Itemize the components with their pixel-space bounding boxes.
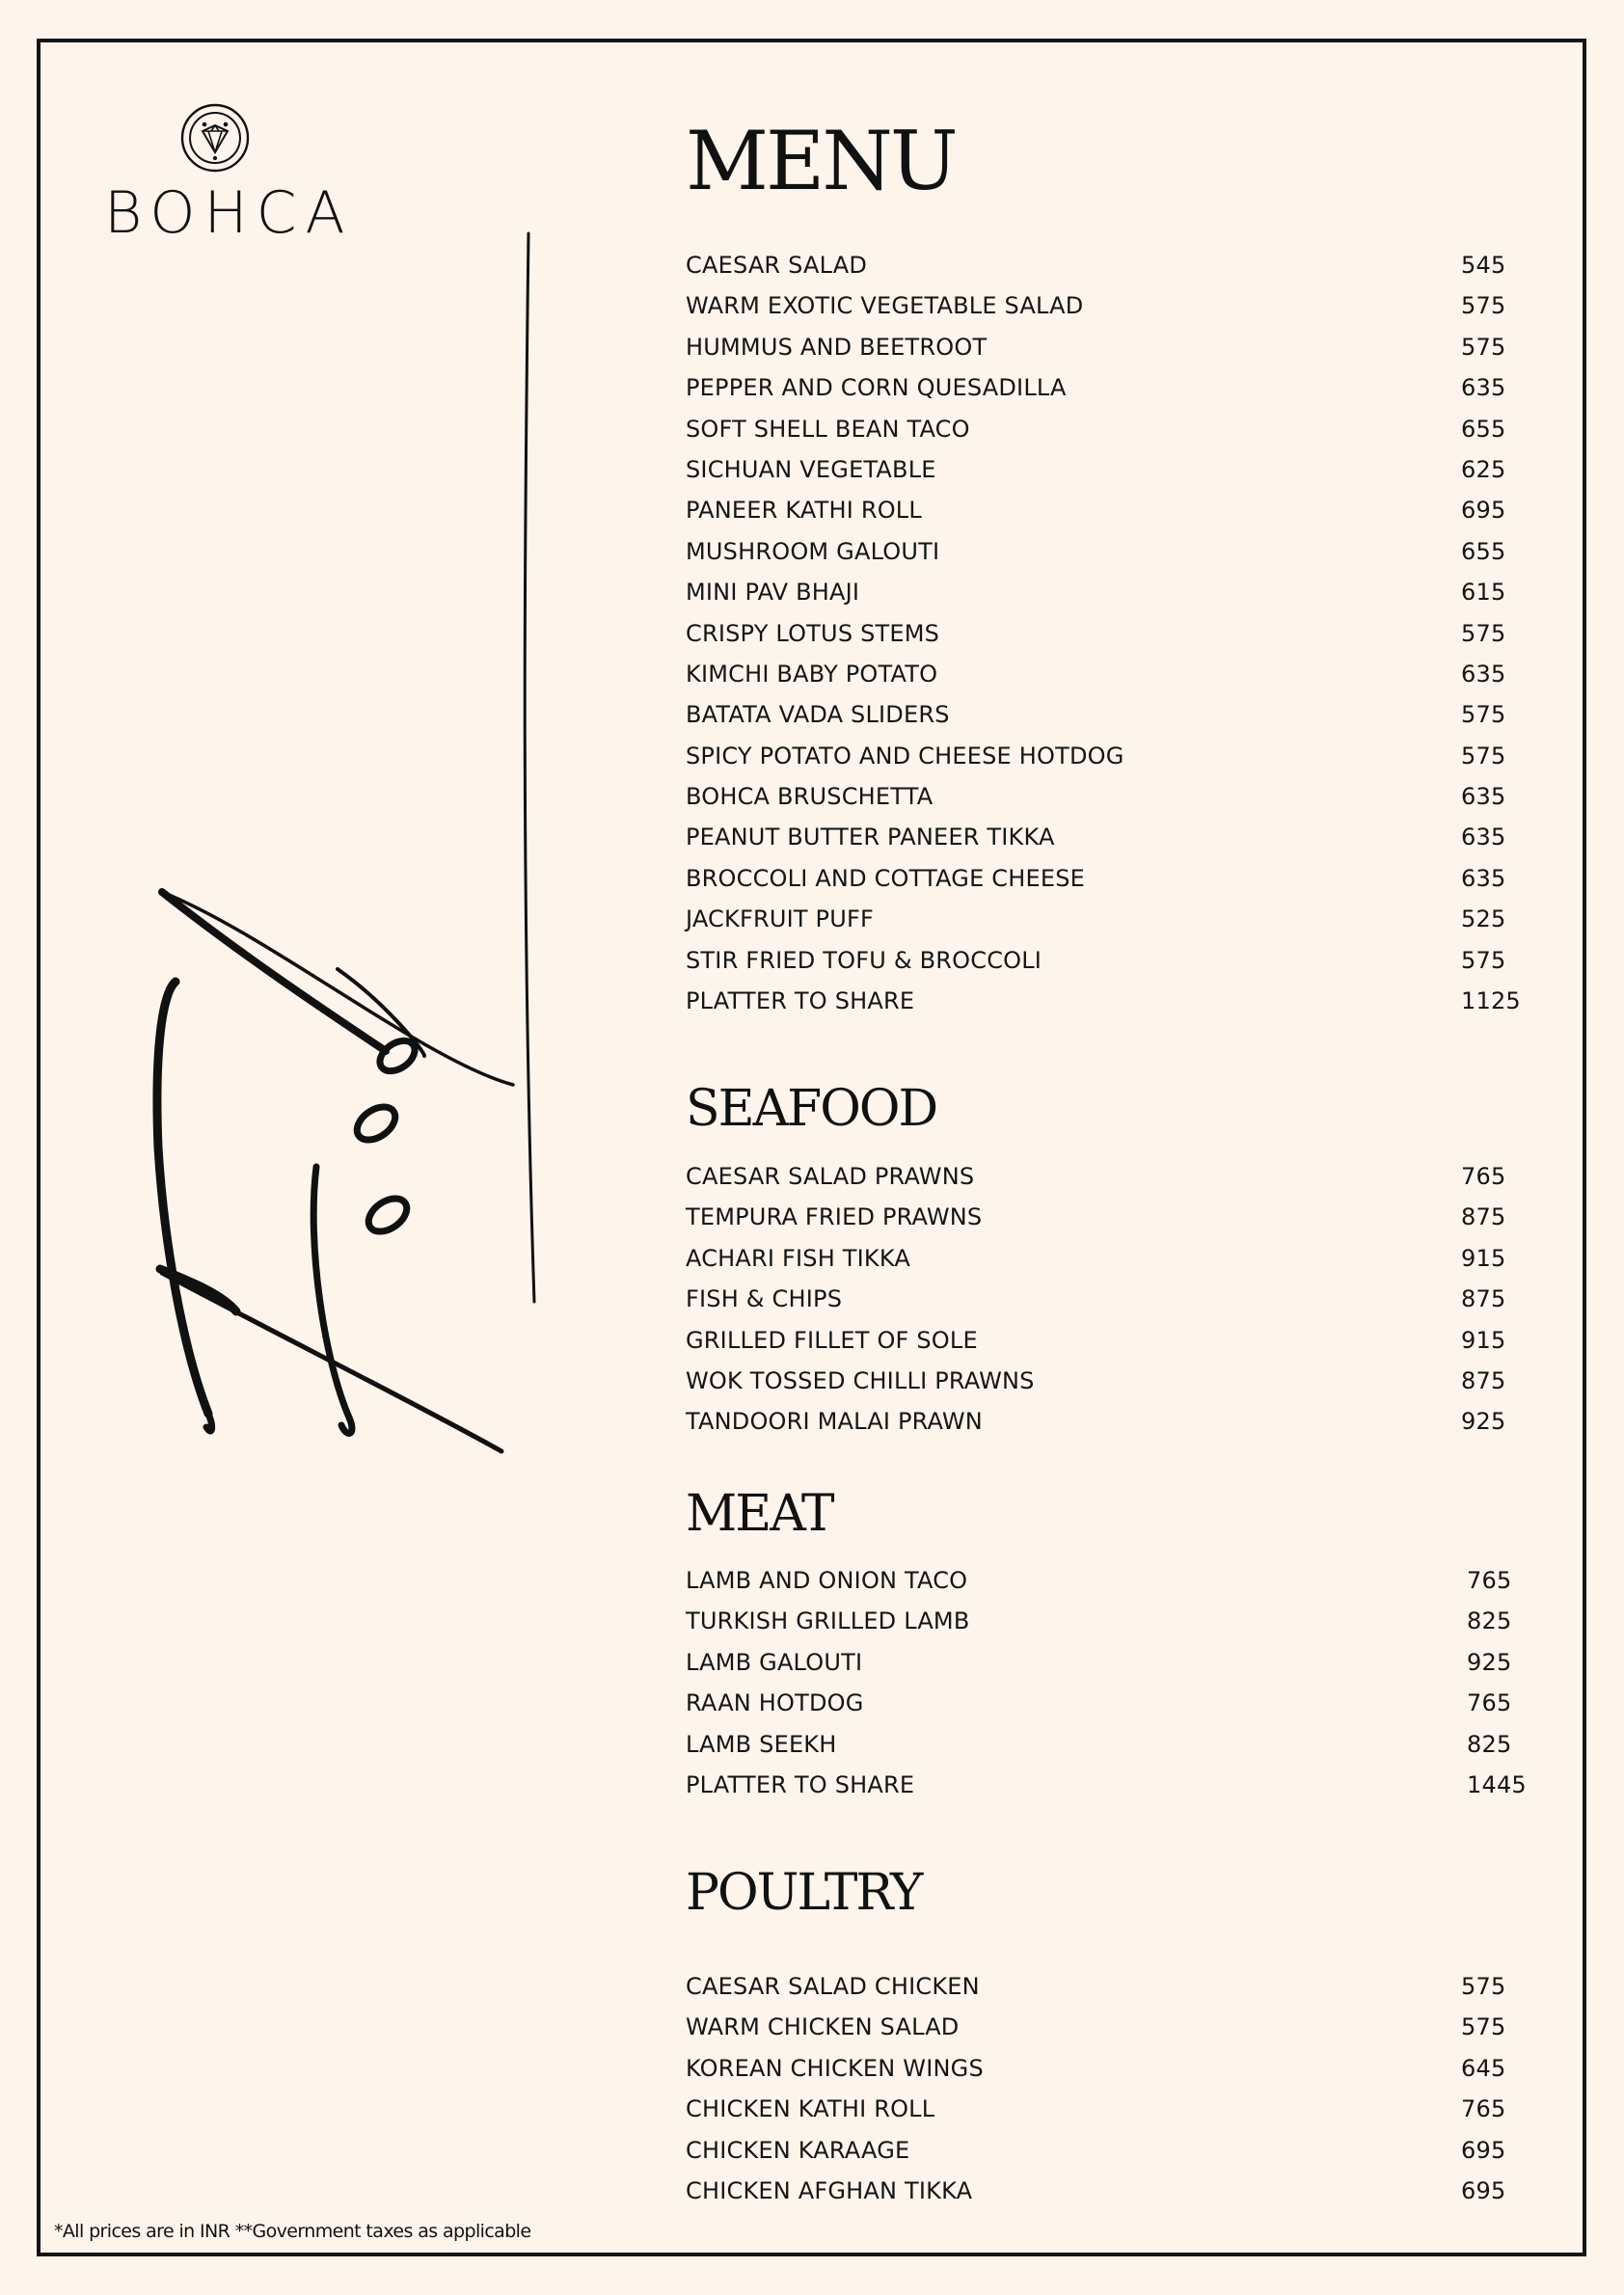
price-footnote: *All prices are in INR **Government taxes as applicable [54, 2221, 531, 2242]
main-menu-list [686, 252, 1521, 1028]
menu-item [686, 2095, 1515, 2136]
item-price: 695 [1461, 2176, 1506, 2204]
menu-item [686, 292, 1515, 333]
item-name: HUMMUS AND BEETROOT [686, 333, 988, 361]
seafood-list [686, 1163, 1515, 1449]
item-name: LAMB AND ONION TACO [686, 1567, 968, 1594]
item-price: 1125 [1461, 987, 1521, 1015]
menu-item [686, 579, 1515, 619]
item-name: ACHARI FISH TIKKA [686, 1244, 911, 1272]
item-name: PLATTER TO SHARE [686, 1770, 915, 1798]
item-name: GRILLED FILLET OF SOLE [686, 1326, 978, 1354]
menu-item [686, 1367, 1515, 1408]
item-name: SPICY POTATO AND CHEESE HOTDOG [686, 742, 1124, 770]
menu-item [686, 374, 1515, 415]
item-name: JACKFRUIT PUFF [686, 905, 875, 933]
item-price: 575 [1461, 2013, 1506, 2041]
menu-item [686, 497, 1515, 537]
menu-item [686, 416, 1515, 456]
item-name: TEMPURA FRIED PRAWNS [686, 1203, 983, 1231]
item-name: CHICKEN KARAAGE [686, 2136, 910, 2164]
item-name: WARM EXOTIC VEGETABLE SALAD [686, 292, 1084, 320]
menu-item [686, 1649, 1515, 1689]
menu-item [686, 1731, 1515, 1771]
item-price: 635 [1461, 824, 1506, 851]
item-price: 575 [1461, 292, 1506, 320]
item-name: KIMCHI BABY POTATO [686, 660, 938, 688]
menu-item [686, 1203, 1515, 1244]
item-price: 875 [1461, 1366, 1506, 1394]
menu-item [686, 701, 1515, 742]
item-price: 575 [1461, 619, 1506, 647]
item-name: MINI PAV BHAJI [686, 579, 860, 607]
item-price: 625 [1461, 455, 1506, 483]
menu-item [686, 1973, 1515, 2013]
poultry-title: POULTRY [686, 1864, 922, 1922]
item-price: 765 [1461, 1163, 1506, 1190]
menu-item [686, 2137, 1515, 2177]
menu-item [686, 905, 1515, 946]
item-name: FISH & CHIPS [686, 1285, 843, 1313]
bohca-emblem-icon [179, 102, 251, 174]
meat-title: MEAT [686, 1485, 833, 1543]
item-price: 575 [1461, 1973, 1506, 2000]
item-price: 825 [1467, 1607, 1512, 1635]
menu-item [686, 1770, 1527, 1812]
item-name: CHICKEN KATHI ROLL [686, 2095, 935, 2123]
item-price: 765 [1461, 2095, 1506, 2123]
item-price: 875 [1461, 1285, 1506, 1313]
item-price: 825 [1467, 1730, 1512, 1758]
item-price: 635 [1461, 864, 1506, 892]
menu-title: MENU [686, 114, 956, 208]
item-price: 925 [1461, 1408, 1506, 1436]
item-name: CRISPY LOTUS STEMS [686, 619, 940, 647]
item-price: 915 [1461, 1326, 1506, 1354]
item-name: SICHUAN VEGETABLE [686, 455, 936, 483]
item-name: SOFT SHELL BEAN TACO [686, 415, 970, 443]
item-name: BATATA VADA SLIDERS [686, 701, 950, 729]
item-price: 635 [1461, 783, 1506, 811]
menu-item [686, 2177, 1515, 2218]
menu-item [686, 252, 1515, 292]
item-name: MUSHROOM GALOUTI [686, 537, 940, 565]
item-name: LAMB SEEKH [686, 1730, 837, 1758]
item-price: 915 [1461, 1244, 1506, 1272]
food-script-lettering [135, 222, 559, 1475]
menu-item [686, 783, 1515, 824]
item-price: 1445 [1467, 1770, 1527, 1798]
item-price: 525 [1461, 905, 1506, 933]
menu-item [686, 824, 1515, 864]
item-price: 575 [1461, 946, 1506, 974]
item-name: WARM CHICKEN SALAD [686, 2013, 960, 2041]
menu-item [686, 1163, 1515, 1203]
item-price: 765 [1467, 1567, 1512, 1594]
menu-item [686, 987, 1521, 1028]
item-name: TURKISH GRILLED LAMB [686, 1607, 970, 1635]
item-price: 575 [1461, 333, 1506, 361]
menu-item [686, 947, 1515, 987]
item-price: 575 [1461, 701, 1506, 729]
item-price: 545 [1461, 252, 1506, 279]
item-price: 575 [1461, 742, 1506, 770]
item-price: 925 [1467, 1648, 1512, 1676]
item-name: WOK TOSSED CHILLI PRAWNS [686, 1366, 1035, 1394]
brand-name: BOHCA [104, 179, 354, 247]
menu-item [686, 456, 1515, 497]
menu-item [686, 1689, 1515, 1730]
menu-item [686, 1607, 1515, 1648]
menu-item [686, 2055, 1515, 2095]
item-price: 615 [1461, 579, 1506, 607]
item-name: BOHCA BRUSCHETTA [686, 783, 934, 811]
item-price: 765 [1467, 1689, 1512, 1717]
menu-item [686, 1567, 1515, 1607]
item-price: 875 [1461, 1203, 1506, 1231]
menu-item [686, 1408, 1515, 1448]
item-price: 645 [1461, 2054, 1506, 2082]
poultry-list [686, 1973, 1515, 2218]
item-price: 655 [1461, 415, 1506, 443]
menu-item [686, 620, 1515, 661]
meat-list [686, 1567, 1527, 1812]
item-name: CHICKEN AFGHAN TIKKA [686, 2176, 973, 2204]
item-name: CAESAR SALAD CHICKEN [686, 1973, 980, 2000]
item-name: KOREAN CHICKEN WINGS [686, 2054, 984, 2082]
item-price: 695 [1461, 497, 1506, 525]
menu-item [686, 1285, 1515, 1326]
menu-item [686, 538, 1515, 579]
menu-item [686, 334, 1515, 374]
item-price: 655 [1461, 537, 1506, 565]
menu-item [686, 661, 1515, 701]
item-name: BROCCOLI AND COTTAGE CHEESE [686, 864, 1085, 892]
item-name: STIR FRIED TOFU & BROCCOLI [686, 946, 1042, 974]
item-name: LAMB GALOUTI [686, 1648, 863, 1676]
menu-item [686, 2013, 1515, 2054]
menu-item [686, 742, 1515, 783]
menu-item [686, 1327, 1515, 1367]
item-price: 635 [1461, 660, 1506, 688]
item-price: 635 [1461, 374, 1506, 402]
menu-item [686, 865, 1515, 905]
item-name: PEPPER AND CORN QUESADILLA [686, 374, 1067, 402]
seafood-title: SEAFOOD [686, 1080, 937, 1138]
item-name: PANEER KATHI ROLL [686, 497, 922, 525]
item-name: PLATTER TO SHARE [686, 987, 915, 1015]
item-price: 695 [1461, 2136, 1506, 2164]
item-name: CAESAR SALAD [686, 252, 868, 279]
menu-item [686, 1245, 1515, 1285]
item-name: CAESAR SALAD PRAWNS [686, 1163, 975, 1190]
item-name: PEANUT BUTTER PANEER TIKKA [686, 824, 1055, 851]
item-name: TANDOORI MALAI PRAWN [686, 1408, 983, 1436]
item-name: RAAN HOTDOG [686, 1689, 864, 1717]
